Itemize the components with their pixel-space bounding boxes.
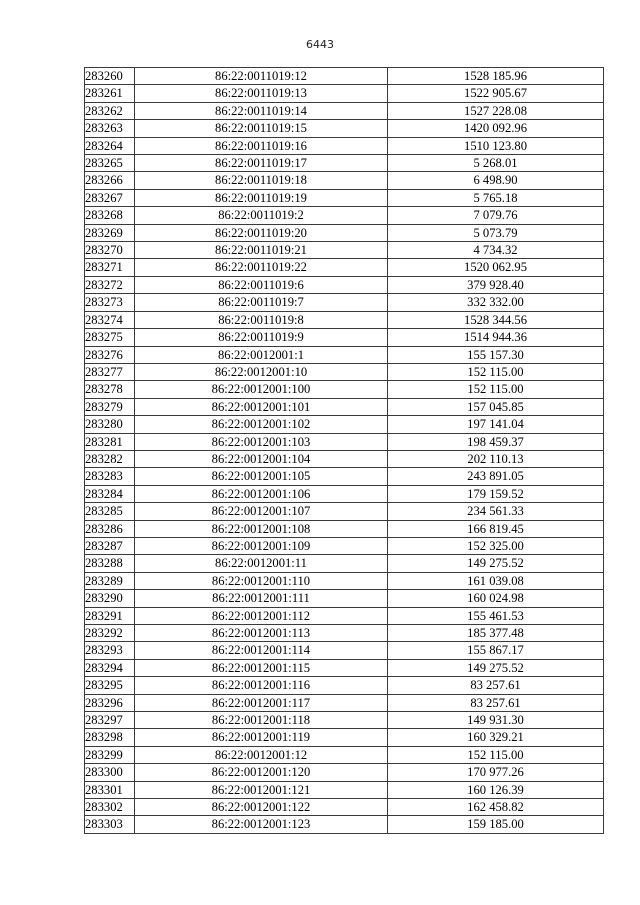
row-number-cell: 283300 [85,764,135,781]
row-number-cell: 283302 [85,799,135,816]
cadastral-number-cell: 86:22:0011019:14 [135,102,388,119]
value-cell: 166 819.45 [388,520,604,537]
value-cell: 5 268.01 [388,155,604,172]
table-row [85,137,604,154]
cadastral-number-cell: 86:22:0011019:18 [135,172,388,189]
row-number-cell: 283280 [85,416,135,433]
value-cell: 1528 185.96 [388,68,604,85]
cadastral-number-cell: 86:22:0012001:122 [135,799,388,816]
table-row [85,659,604,676]
value-cell: 1528 344.56 [388,311,604,328]
value-cell: 152 325.00 [388,537,604,554]
value-cell: 1522 905.67 [388,85,604,102]
cadastral-number-cell: 86:22:0012001:100 [135,381,388,398]
table-row [85,712,604,729]
table-row [85,607,604,624]
value-cell: 155 461.53 [388,607,604,624]
cadastral-number-cell: 86:22:0012001:11 [135,555,388,572]
row-number-cell: 283297 [85,712,135,729]
cadastral-number-cell: 86:22:0011019:20 [135,224,388,241]
table-row [85,242,604,259]
cadastral-number-cell: 86:22:0011019:19 [135,189,388,206]
row-number-cell: 283275 [85,329,135,346]
row-number-cell: 283293 [85,642,135,659]
row-number-cell: 283277 [85,363,135,380]
value-cell: 157 045.85 [388,398,604,415]
row-number-cell: 283283 [85,468,135,485]
value-cell: 152 115.00 [388,746,604,763]
table-row [85,311,604,328]
cadastral-table [84,67,604,834]
value-cell: 198 459.37 [388,433,604,450]
cadastral-number-cell: 86:22:0012001:117 [135,694,388,711]
cadastral-number-cell: 86:22:0011019:8 [135,311,388,328]
value-cell: 152 115.00 [388,381,604,398]
row-number-cell: 283268 [85,207,135,224]
cadastral-number-cell: 86:22:0012001:123 [135,816,388,833]
table-row [85,537,604,554]
table-row [85,468,604,485]
table-row [85,329,604,346]
table-row [85,381,604,398]
row-number-cell: 283286 [85,520,135,537]
row-number-cell: 283274 [85,311,135,328]
value-cell: 332 332.00 [388,294,604,311]
table-row [85,433,604,450]
row-number-cell: 283299 [85,746,135,763]
table-row [85,363,604,380]
page-number: 6443 [306,38,334,51]
table-row [85,503,604,520]
value-cell: 243 891.05 [388,468,604,485]
table-row [85,590,604,607]
row-number-cell: 283295 [85,677,135,694]
row-number-cell: 283279 [85,398,135,415]
value-cell: 6 498.90 [388,172,604,189]
table-row [85,189,604,206]
row-number-cell: 283273 [85,294,135,311]
table-row [85,694,604,711]
row-number-cell: 283303 [85,816,135,833]
row-number-cell: 283266 [85,172,135,189]
value-cell: 1527 228.08 [388,102,604,119]
row-number-cell: 283291 [85,607,135,624]
row-number-cell: 283271 [85,259,135,276]
value-cell: 197 141.04 [388,416,604,433]
row-number-cell: 283272 [85,276,135,293]
table-row [85,346,604,363]
table-row [85,816,604,833]
row-number-cell: 283267 [85,189,135,206]
cadastral-number-cell: 86:22:0012001:118 [135,712,388,729]
value-cell: 159 185.00 [388,816,604,833]
table-row [85,398,604,415]
value-cell: 1520 062.95 [388,259,604,276]
row-number-cell: 283265 [85,155,135,172]
table-row [85,294,604,311]
cadastral-number-cell: 86:22:0012001:107 [135,503,388,520]
table-row [85,729,604,746]
row-number-cell: 283298 [85,729,135,746]
table-row [85,450,604,467]
value-cell: 83 257.61 [388,677,604,694]
table-row [85,642,604,659]
row-number-cell: 283281 [85,433,135,450]
row-number-cell: 283285 [85,503,135,520]
table-row [85,276,604,293]
value-cell: 155 867.17 [388,642,604,659]
cadastral-number-cell: 86:22:0012001:119 [135,729,388,746]
table-row [85,746,604,763]
value-cell: 160 024.98 [388,590,604,607]
row-number-cell: 283260 [85,68,135,85]
row-number-cell: 283289 [85,572,135,589]
value-cell: 202 110.13 [388,450,604,467]
cadastral-number-cell: 86:22:0011019:13 [135,85,388,102]
row-number-cell: 283290 [85,590,135,607]
row-number-cell: 283264 [85,137,135,154]
row-number-cell: 283270 [85,242,135,259]
table-row [85,155,604,172]
cadastral-number-cell: 86:22:0011019:9 [135,329,388,346]
value-cell: 5 073.79 [388,224,604,241]
table-row [85,572,604,589]
value-cell: 7 079.76 [388,207,604,224]
table-row [85,102,604,119]
cadastral-number-cell: 86:22:0012001:114 [135,642,388,659]
cadastral-number-cell: 86:22:0012001:12 [135,746,388,763]
value-cell: 185 377.48 [388,625,604,642]
cadastral-number-cell: 86:22:0012001:101 [135,398,388,415]
cadastral-number-cell: 86:22:0012001:121 [135,781,388,798]
cadastral-number-cell: 86:22:0012001:10 [135,363,388,380]
row-number-cell: 283276 [85,346,135,363]
cadastral-number-cell: 86:22:0011019:15 [135,120,388,137]
value-cell: 149 275.52 [388,659,604,676]
value-cell: 5 765.18 [388,189,604,206]
table-row [85,781,604,798]
cadastral-number-cell: 86:22:0012001:120 [135,764,388,781]
cadastral-number-cell: 86:22:0012001:1 [135,346,388,363]
row-number-cell: 283282 [85,450,135,467]
value-cell: 83 257.61 [388,694,604,711]
row-number-cell: 283287 [85,537,135,554]
value-cell: 1514 944.36 [388,329,604,346]
value-cell: 162 458.82 [388,799,604,816]
row-number-cell: 283262 [85,102,135,119]
row-number-cell: 283294 [85,659,135,676]
cadastral-number-cell: 86:22:0012001:113 [135,625,388,642]
table-row [85,799,604,816]
row-number-cell: 283269 [85,224,135,241]
cadastral-number-cell: 86:22:0012001:102 [135,416,388,433]
cadastral-number-cell: 86:22:0011019:12 [135,68,388,85]
row-number-cell: 283263 [85,120,135,137]
value-cell: 1420 092.96 [388,120,604,137]
cadastral-number-cell: 86:22:0012001:109 [135,537,388,554]
table-row [85,85,604,102]
table-row [85,416,604,433]
table-row [85,520,604,537]
cadastral-number-cell: 86:22:0012001:103 [135,433,388,450]
cadastral-number-cell: 86:22:0012001:106 [135,485,388,502]
table-row [85,120,604,137]
cadastral-number-cell: 86:22:0011019:2 [135,207,388,224]
table-row [85,259,604,276]
cadastral-number-cell: 86:22:0011019:6 [135,276,388,293]
value-cell: 160 329.21 [388,729,604,746]
cadastral-number-cell: 86:22:0012001:104 [135,450,388,467]
row-number-cell: 283278 [85,381,135,398]
value-cell: 1510 123.80 [388,137,604,154]
cadastral-number-cell: 86:22:0012001:112 [135,607,388,624]
value-cell: 149 275.52 [388,555,604,572]
value-cell: 179 159.52 [388,485,604,502]
value-cell: 379 928.40 [388,276,604,293]
table-row [85,172,604,189]
table-row [85,68,604,85]
value-cell: 161 039.08 [388,572,604,589]
value-cell: 149 931.30 [388,712,604,729]
cadastral-number-cell: 86:22:0012001:111 [135,590,388,607]
table-row [85,764,604,781]
cadastral-number-cell: 86:22:0012001:108 [135,520,388,537]
value-cell: 160 126.39 [388,781,604,798]
value-cell: 234 561.33 [388,503,604,520]
cadastral-number-cell: 86:22:0012001:115 [135,659,388,676]
cadastral-number-cell: 86:22:0011019:21 [135,242,388,259]
cadastral-number-cell: 86:22:0012001:105 [135,468,388,485]
table-row [85,555,604,572]
row-number-cell: 283296 [85,694,135,711]
table-row [85,207,604,224]
cadastral-number-cell: 86:22:0011019:17 [135,155,388,172]
table-body [85,68,604,834]
row-number-cell: 283301 [85,781,135,798]
cadastral-number-cell: 86:22:0012001:116 [135,677,388,694]
table-row [85,485,604,502]
row-number-cell: 283288 [85,555,135,572]
table-row [85,224,604,241]
value-cell: 170 977.26 [388,764,604,781]
row-number-cell: 283261 [85,85,135,102]
value-cell: 152 115.00 [388,363,604,380]
cadastral-number-cell: 86:22:0011019:7 [135,294,388,311]
value-cell: 4 734.32 [388,242,604,259]
cadastral-number-cell: 86:22:0011019:22 [135,259,388,276]
row-number-cell: 283284 [85,485,135,502]
cadastral-number-cell: 86:22:0012001:110 [135,572,388,589]
value-cell: 155 157.30 [388,346,604,363]
row-number-cell: 283292 [85,625,135,642]
table-row [85,677,604,694]
cadastral-number-cell: 86:22:0011019:16 [135,137,388,154]
table-row [85,625,604,642]
